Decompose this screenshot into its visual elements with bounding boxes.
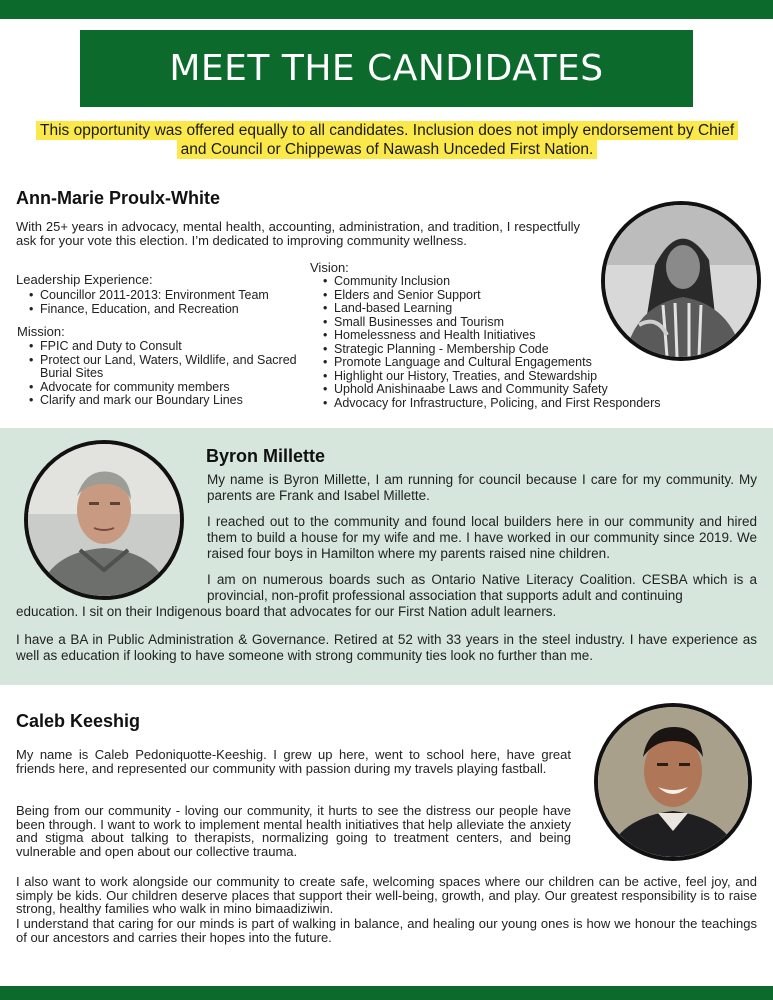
list-item: • Elders and Senior Support [334, 289, 754, 303]
candidate-photo-byron [24, 440, 184, 600]
title-banner [80, 30, 693, 107]
leadership-label: Leadership Experience: [16, 272, 153, 287]
list-item: • Uphold Anishinaabe Laws and Community Safety [334, 383, 754, 397]
candidate-paragraph: I reached out to the community and found local builders here in our community and hired them to build a house for my wife and me. I have worked in our community since 2019. We raised four boys in Hamilton where my parents raised nine children. [207, 514, 757, 561]
leadership-list [17, 289, 330, 316]
list-item: • Protect our Land, Waters, Wildlife, and Sacred Burial Sites [40, 354, 300, 381]
page-title: MEET THE CANDIDATES [169, 48, 604, 89]
candidate-photo-caleb [594, 703, 752, 861]
list-item: • Advocate for community members [40, 381, 300, 395]
candidate-photo-ann-marie [601, 201, 761, 361]
disclaimer [36, 121, 738, 159]
top-accent-bar [0, 0, 773, 19]
portrait-photo-image [28, 444, 180, 596]
candidate-name-byron: Byron Millette [206, 446, 326, 466]
vision-label: Vision: [310, 260, 349, 275]
candidate-name-ann-marie: Ann-Marie Proulx-White [16, 188, 221, 208]
list-item: • Highlight our History, Treaties, and Stewardship [334, 370, 754, 384]
list-item: • Clarify and mark our Boundary Lines [40, 394, 300, 408]
mission-label: Mission: [17, 324, 65, 339]
portrait-grayscale-image [605, 205, 757, 357]
list-item: • Small Businesses and Tourism [334, 316, 754, 330]
list-item: • Finance, Education, and Recreation [40, 303, 330, 317]
list-item: • Homelessness and Health Initiatives [334, 329, 754, 343]
mission-list [17, 340, 300, 408]
disclaimer-text: This opportunity was offered equally to all candidates. Inclusion does not imply endorsement by Chief and Council or Chippewas of Nawash Unceded First Nation. [36, 121, 738, 159]
list-item: • Land-based Learning [334, 302, 754, 316]
candidate-paragraph: I am on numerous boards such as Ontario Native Literacy Coalition. CESBA which is a provincial, non-profit professional association that supports adult and continuing [207, 572, 757, 603]
candidate-paragraph: education. I sit on their Indigenous board that advocates for our First Nation adult learners. [16, 604, 557, 619]
candidate-paragraph: My name is Caleb Pedoniquotte-Keeshig. I grew up here, went to school here, have great friends here, and represented our community with passion during my travels playing fastball. [16, 747, 571, 776]
candidate-intro: With 25+ years in advocacy, mental health, accounting, administration, and tradition, I respectfully ask for your vote this election. I’m dedicated to improving community wellness. [16, 219, 580, 248]
candidate-paragraph: My name is Byron Millette, I am running for council because I care for my community. My parents are Frank and Isabel Millette. [207, 472, 757, 503]
list-item: • Strategic Planning - Membership Code [334, 343, 754, 357]
list-item: • FPIC and Duty to Consult [40, 340, 300, 354]
list-item: • Councillor 2011-2013: Environment Team [40, 289, 330, 303]
list-item: • Community Inclusion [334, 275, 754, 289]
list-item: • Advocacy for Infrastructure, Policing, and First Responders [334, 397, 754, 411]
candidate-paragraph: I have a BA in Public Administration & Governance. Retired at 52 with 33 years in the steel industry. I have experience as well as education if looking to have someone with strong community ties look no further than me. [16, 632, 757, 663]
candidate-paragraph: Being from our community - loving our community, it hurts to see the distress our people have been through. I want to work to implement mental health initiatives that help alleviate the anxiety and stigma about talking to therapists, normalizing going to treatment centers, and being vulnerable and open about our collective trauma. [16, 803, 571, 859]
candidate-paragraph: I also want to work alongside our community to create safe, welcoming spaces where our children can be active, feel joy, and simply be kids. Our children deserve places that support their well-being, growth, and play. Our greatest responsibility is to raise strong, healthy families who walk in mino bimaadiziwin. [16, 874, 757, 916]
candidate-name-caleb: Caleb Keeshig [16, 711, 141, 731]
portrait-photo-image [598, 707, 748, 857]
bottom-accent-bar [0, 986, 773, 1000]
list-item: • Promote Language and Cultural Engagements [334, 356, 754, 370]
candidate-paragraph: I understand that caring for our minds is part of walking in balance, and healing our young ones is how we honour the teachings of our ancestors and carries their hopes into the future. [16, 916, 757, 945]
